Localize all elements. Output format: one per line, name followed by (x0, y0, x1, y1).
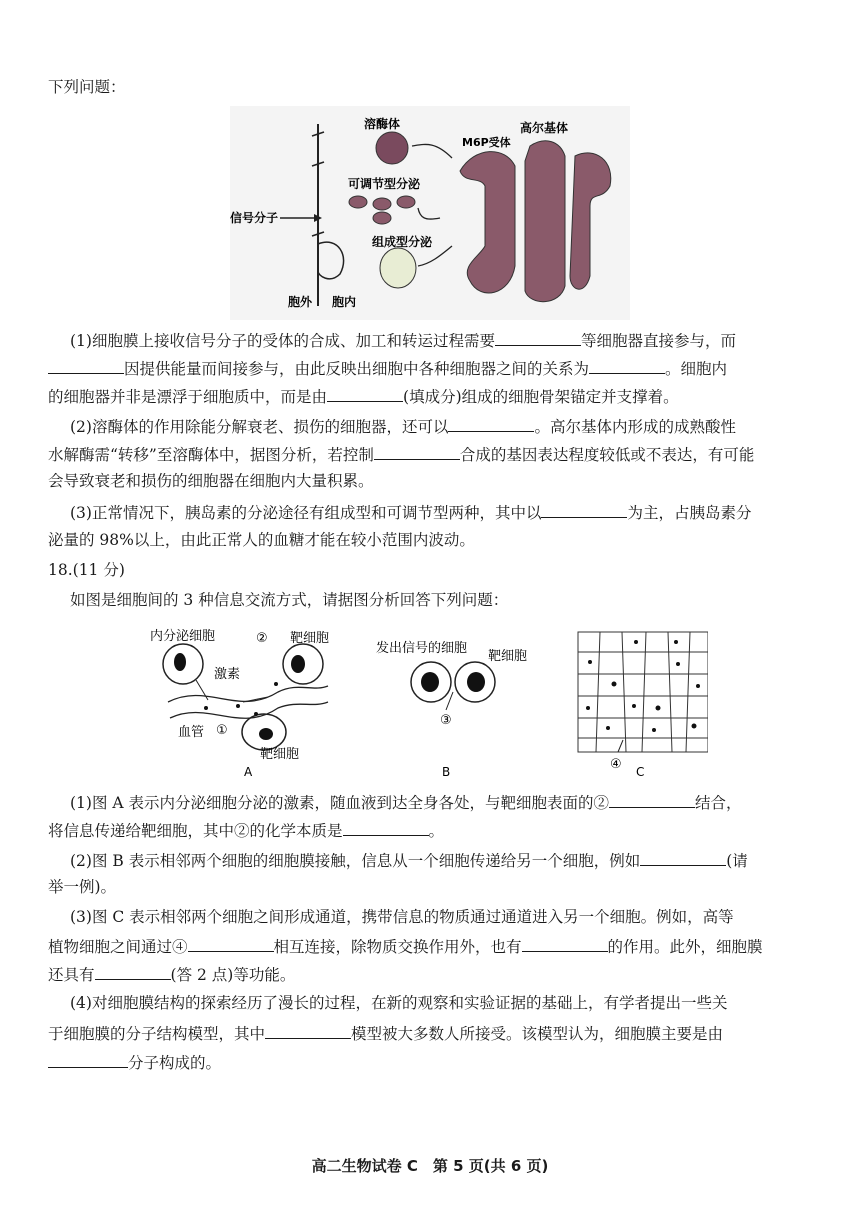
q18-p3-line2: 植物细胞之间通过④ 相互连接，除物质交换作用外，也有 的作用。此外，细胞膜 (48, 934, 763, 958)
intro-text: 下列问题： (48, 78, 126, 96)
label-vessel: 血管 (178, 725, 205, 740)
answer-blank[interactable] (589, 356, 665, 374)
answer-blank[interactable] (343, 818, 429, 836)
q18-p2-line1: (2)图 B 表示相邻两个细胞的细胞膜接触，信息从一个细胞传递给另一个细胞，例如 (请 (70, 848, 748, 872)
q17-p3-line1: (3)正常情况下，胰岛素的分泌途径有组成型和可调节型两种，其中以 为主，占胰岛素分 (70, 500, 751, 524)
q18-p3-line1: (3)图 C 表示相邻两个细胞之间形成通道，携带信息的物质通过通道进入另一个细胞。例如，高等 (70, 908, 734, 926)
q17-p1-line2: 因提供能量而间接参与，由此反映出细胞中各种细胞器之间的关系为 。细胞内 (48, 356, 727, 380)
answer-blank[interactable] (48, 1050, 128, 1068)
answer-blank[interactable] (95, 962, 171, 980)
answer-blank[interactable] (327, 384, 403, 402)
answer-blank[interactable] (640, 848, 726, 866)
label-hormone: 激素 (214, 667, 241, 682)
answer-blank[interactable] (609, 790, 695, 808)
q18-p4-line1: (4)对细胞膜结构的探索经历了漫长的过程，在新的观察和实验证据的基础上，有学者提出一些关 (70, 994, 728, 1012)
label-m6p: M6P受体 (462, 136, 511, 149)
label-target2: 靶细胞 (260, 747, 300, 762)
q18-intro: 如图是细胞间的 3 种信息交流方式，请据图分析回答下列问题： (70, 591, 509, 609)
label-outside: 胞外 (288, 295, 313, 309)
label-num2: ② (256, 631, 268, 646)
q18-p1-line2: 将信息传递给靶细胞，其中②的化学本质是 。 (48, 818, 444, 842)
q17-p2-line2: 水解酶需“转移”至溶酶体中，据图分析，若控制 合成的基因表达程度较低或不表达，有可能 (48, 442, 754, 466)
answer-blank[interactable] (374, 442, 460, 460)
answer-blank[interactable] (448, 414, 534, 432)
label-target3: 靶细胞 (488, 649, 528, 664)
label-endocrine: 内分泌细胞 (150, 629, 216, 644)
label-golgi: 高尔基体 (520, 121, 569, 135)
label-panel-b: B (442, 765, 451, 779)
label-target1: 靶细胞 (290, 631, 330, 646)
q18-p2-line2: 举一例)。 (48, 878, 117, 896)
answer-blank[interactable] (541, 500, 627, 518)
answer-blank[interactable] (522, 934, 608, 952)
q17-p1-line3: 的细胞器并非是漂浮于细胞质中，而是由 (填成分)组成的细胞骨架锚定并支撑着。 (48, 384, 679, 408)
page-footer: 高二生物试卷 C 第 5 页(共 6 页) (311, 1157, 549, 1175)
q17-p2-line3: 会导致衰老和损伤的细胞器在细胞内大量积累。 (48, 472, 374, 490)
q18-heading: 18.(11 分) (48, 561, 125, 579)
label-lysosome: 溶酶体 (364, 117, 401, 131)
answer-blank[interactable] (48, 356, 124, 374)
answer-blank[interactable] (265, 1021, 351, 1039)
answer-blank[interactable] (188, 934, 274, 952)
q18-p1-line1: (1)图 A 表示内分泌细胞分泌的激素，随血液到达全身各处，与靶细胞表面的② 结合， (70, 790, 742, 814)
answer-blank[interactable] (495, 328, 581, 346)
label-num3: ③ (440, 713, 452, 728)
label-inside: 胞内 (332, 295, 357, 309)
label-signal: 信号分子 (230, 211, 279, 225)
label-regulated: 可调节型分泌 (348, 177, 421, 191)
q17-p1-line1: (1)细胞膜上接收信号分子的受体的合成、加工和转运过程需要 等细胞器直接参与，而 (70, 328, 736, 352)
q17-p3-line2: 泌量的 98%以上，由此正常人的血糖才能在较小范围内波动。 (48, 531, 475, 549)
label-constitutive: 组成型分泌 (372, 235, 433, 249)
label-sender: 发出信号的细胞 (376, 641, 468, 656)
label-panel-c: C (636, 765, 645, 779)
q17-p2-line1: (2)溶酶体的作用除能分解衰老、损伤的细胞器，还可以 。高尔基体内形成的成熟酸性 (70, 414, 736, 438)
figure-cell-communication (148, 622, 708, 782)
label-panel-a: A (244, 765, 253, 779)
q18-p4-line2: 于细胞膜的分子结构模型，其中 模型被大多数人所接受。该模型认为，细胞膜主要是由 (48, 1021, 723, 1045)
label-num1: ① (216, 723, 228, 738)
q18-p4-line3: 分子构成的。 (48, 1050, 221, 1074)
q18-p3-line3: 还具有 (答 2 点)等功能。 (48, 962, 295, 986)
figure-secretion (230, 106, 630, 320)
label-num4: ④ (610, 757, 622, 772)
